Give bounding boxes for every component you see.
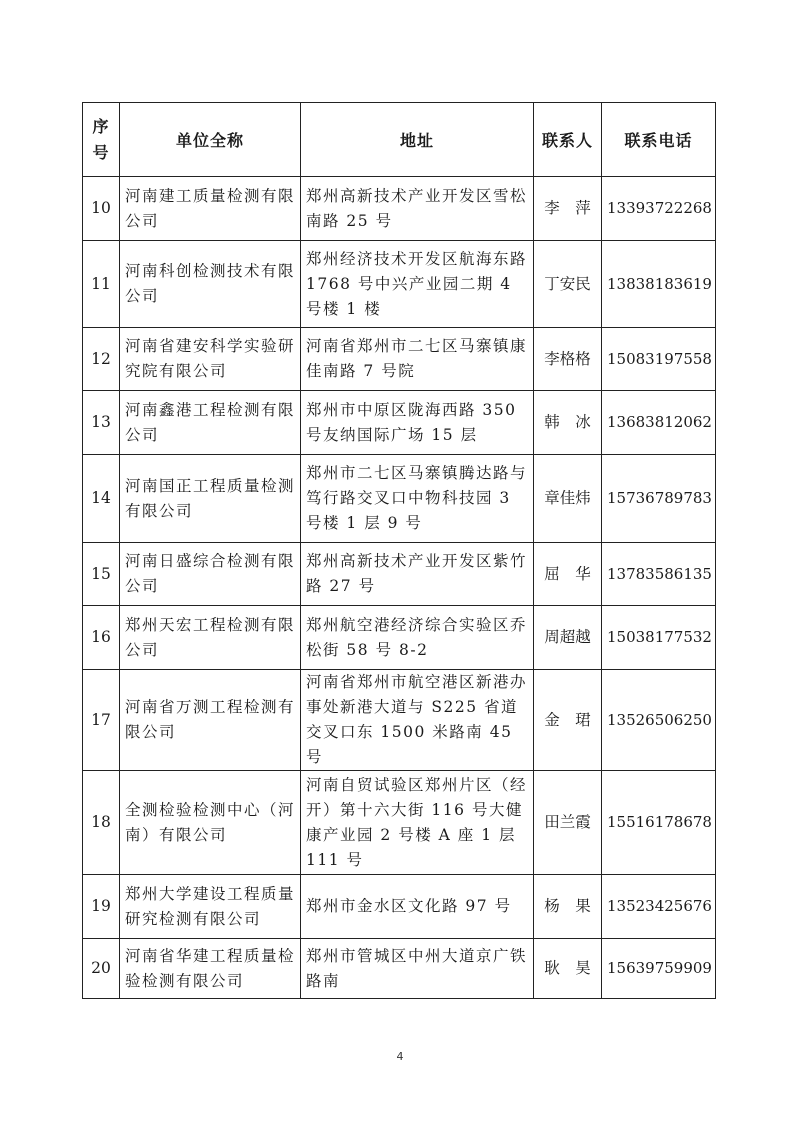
cell-address: 河南省郑州市二七区马寨镇康佳南路 7 号院 (301, 328, 534, 391)
cell-serial-number: 19 (83, 875, 120, 939)
header-serial-number (83, 103, 120, 177)
cell-unit-name: 河南建工质量检测有限公司 (120, 177, 301, 241)
cell-contact: 周超越 (534, 606, 602, 670)
header-unit-name: 单位全称 (120, 103, 301, 177)
cell-serial-number: 17 (83, 670, 120, 771)
table-row (83, 670, 716, 771)
cell-serial-number: 18 (83, 771, 120, 875)
cell-unit-name: 河南省建安科学实验研究院有限公司 (120, 328, 301, 391)
cell-serial-number: 16 (83, 606, 120, 670)
header-address: 地址 (301, 103, 534, 177)
table-row (83, 771, 716, 875)
table-row (83, 543, 716, 606)
cell-contact: 章佳炜 (534, 455, 602, 543)
header-contact: 联系人 (534, 103, 602, 177)
cell-contact: 屈 华 (534, 543, 602, 606)
cell-serial-number: 13 (83, 391, 120, 455)
cell-unit-name: 河南省华建工程质量检验检测有限公司 (120, 939, 301, 999)
table-row (83, 241, 716, 328)
cell-phone: 13523425676 (602, 875, 716, 939)
cell-address: 郑州市金水区文化路 97 号 (301, 875, 534, 939)
table-row (83, 606, 716, 670)
table-row (83, 177, 716, 241)
cell-contact: 李 萍 (534, 177, 602, 241)
cell-serial-number: 10 (83, 177, 120, 241)
cell-unit-name: 郑州天宏工程检测有限公司 (120, 606, 301, 670)
cell-serial-number: 20 (83, 939, 120, 999)
page-number: 4 (396, 1050, 404, 1063)
cell-unit-name: 全测检验检测中心（河南）有限公司 (120, 771, 301, 875)
cell-address: 郑州市中原区陇海西路 350 号友纳国际广场 15 层 (301, 391, 534, 455)
cell-address: 河南省郑州市航空港区新港办事处新港大道与 S225 省道交叉口东 1500 米路南 45 号 (301, 670, 534, 771)
table-row (83, 875, 716, 939)
cell-phone: 13783586135 (602, 543, 716, 606)
cell-contact: 金 珺 (534, 670, 602, 771)
cell-contact: 韩 冰 (534, 391, 602, 455)
testing-agency-table (82, 102, 716, 999)
header-serial-number-text: 序号 (92, 116, 110, 162)
cell-phone: 13526506250 (602, 670, 716, 771)
cell-unit-name: 河南日盛综合检测有限公司 (120, 543, 301, 606)
cell-unit-name: 河南科创检测技术有限公司 (120, 241, 301, 328)
table-row (83, 391, 716, 455)
cell-phone: 13683812062 (602, 391, 716, 455)
header-phone: 联系电话 (602, 103, 716, 177)
cell-address: 郑州高新技术产业开发区紫竹路 27 号 (301, 543, 534, 606)
cell-unit-name: 郑州大学建设工程质量研究检测有限公司 (120, 875, 301, 939)
cell-address: 郑州市二七区马寨镇腾达路与笃行路交叉口中物科技园 3 号楼 1 层 9 号 (301, 455, 534, 543)
cell-contact: 田兰霞 (534, 771, 602, 875)
cell-phone: 15083197558 (602, 328, 716, 391)
cell-phone: 13838183619 (602, 241, 716, 328)
cell-serial-number: 11 (83, 241, 120, 328)
cell-address: 郑州市管城区中州大道京广铁路南 (301, 939, 534, 999)
cell-address: 郑州高新技术产业开发区雪松南路 25 号 (301, 177, 534, 241)
cell-contact: 杨 果 (534, 875, 602, 939)
cell-address: 郑州航空港经济综合实验区乔松街 58 号 8-2 (301, 606, 534, 670)
cell-address: 河南自贸试验区郑州片区（经开）第十六大街 116 号大健康产业园 2 号楼 A 座 1 层 111 号 (301, 771, 534, 875)
cell-contact: 丁安民 (534, 241, 602, 328)
cell-unit-name: 河南省万测工程检测有限公司 (120, 670, 301, 771)
cell-unit-name: 河南国正工程质量检测有限公司 (120, 455, 301, 543)
table-row (83, 455, 716, 543)
cell-contact: 耿 昊 (534, 939, 602, 999)
table-header-row (83, 103, 716, 177)
cell-phone: 15736789783 (602, 455, 716, 543)
cell-phone: 15639759909 (602, 939, 716, 999)
cell-address: 郑州经济技术开发区航海东路 1768 号中兴产业园二期 4 号楼 1 楼 (301, 241, 534, 328)
cell-phone: 15516178678 (602, 771, 716, 875)
table-row (83, 328, 716, 391)
cell-contact: 李格格 (534, 328, 602, 391)
cell-serial-number: 14 (83, 455, 120, 543)
cell-serial-number: 15 (83, 543, 120, 606)
cell-phone: 15038177532 (602, 606, 716, 670)
cell-phone: 13393722268 (602, 177, 716, 241)
cell-serial-number: 12 (83, 328, 120, 391)
table-row (83, 939, 716, 999)
cell-unit-name: 河南鑫港工程检测有限公司 (120, 391, 301, 455)
